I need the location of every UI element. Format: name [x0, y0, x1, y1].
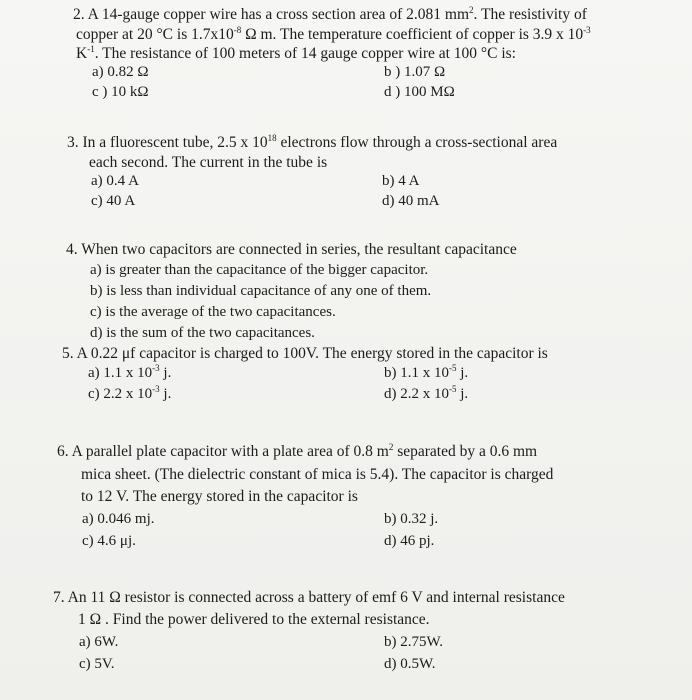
q3-option-d: d) 40 mA [382, 193, 440, 209]
q2-text-1: A 14-gauge copper wire has a cross section area of 2.081 mm [87, 6, 470, 23]
q4-text-1: When two capacitors are connected in series, the resultant capacitance [81, 241, 517, 258]
q2-line1 [73, 6, 587, 23]
q5-a-text: a) 1.1 x 10 [88, 365, 153, 381]
q5-line1 [62, 345, 548, 362]
q2-option-a: a) 0.82 Ω [92, 64, 149, 80]
q3-text-1: In a fluorescent tube, 2.5 x 10 [82, 134, 268, 151]
q5-option-d [384, 386, 468, 403]
q2-option-b: b ) 1.07 Ω [384, 64, 446, 80]
q5-c-tail: j. [159, 386, 172, 402]
q6-option-d: d) 46 pj. [384, 533, 435, 549]
q5-option-c [88, 386, 171, 403]
q6-line3: to 12 V. The energy stored in the capacitor is [81, 488, 358, 505]
q5-text-1: A 0.22 μf capacitor is charged to 100V. The energy stored in the capacitor is [76, 345, 548, 362]
q2-sup-1: 2 [469, 5, 474, 15]
q5-c-text: c) 2.2 x 10 [88, 386, 153, 402]
q7-option-b: b) 2.75W. [384, 634, 444, 650]
q7-text-1: An 11 Ω resistor is connected across a battery of emf 6 V and internal resistance [67, 589, 565, 606]
q5-number: 5. [62, 345, 74, 362]
q3-number: 3. [67, 134, 79, 151]
q5-c-sup: -3 [152, 384, 160, 394]
q7-line1 [53, 589, 565, 606]
q5-b-tail: j. [456, 365, 469, 381]
q5-b-sup: -5 [449, 363, 457, 373]
q3-sup-1: 18 [267, 133, 277, 143]
q2-option-d: d ) 100 MΩ [384, 84, 455, 100]
q4-option-d: d) is the sum of the two capacitances. [90, 325, 315, 341]
q3-line1 [67, 134, 557, 151]
q6-tail-1: separated by a 0.6 mm [393, 443, 538, 460]
q4-option-a: a) is greater than the capacitance of the bigger capacitor. [90, 262, 429, 278]
q2-number: 2. [73, 6, 85, 23]
q4-option-c: c) is the average of the two capacitances. [90, 304, 336, 320]
q4-line1 [66, 241, 517, 258]
q2-text-4: . The resistance of 100 meters of 14 gauge copper wire at 100 °C is: [94, 45, 516, 62]
q6-sup-1: 2 [388, 442, 394, 452]
q6-text-1: A parallel plate capacitor with a plate area of 0.8 m [71, 443, 389, 460]
q7-option-a: a) 6W. [79, 634, 119, 650]
q4-option-b: b) is less than individual capacitance of any one of them. [90, 283, 432, 299]
q7-number: 7. [53, 589, 65, 606]
q2-option-c: c ) 10 kΩ [92, 84, 149, 100]
q2-sup-4: -1 [87, 44, 95, 54]
q2-text-2: copper at 20 °C is 1.7x10 [76, 26, 234, 43]
q3-option-c: c) 40 A [91, 193, 136, 209]
q5-d-tail: j. [456, 386, 469, 402]
q2-sup-3: -3 [583, 25, 591, 35]
q5-option-b [384, 365, 468, 382]
q5-d-text: d) 2.2 x 10 [384, 386, 449, 402]
q6-line1 [57, 443, 537, 460]
q3-line2: each second. The current in the tube is [89, 154, 328, 171]
q6-option-b: b) 0.32 j. [384, 511, 439, 527]
q5-a-tail: j. [159, 365, 172, 381]
q2-tail-1: . The resistivity of [473, 6, 587, 23]
q5-d-sup: -5 [449, 384, 457, 394]
q3-option-b: b) 4 A [382, 173, 420, 189]
q6-number: 6. [57, 443, 69, 460]
q7-option-c: c) 5V. [79, 656, 115, 672]
q2-text-3: K [76, 45, 88, 62]
q6-option-a: a) 0.046 mj. [82, 511, 155, 527]
q2-line3 [76, 45, 516, 62]
q2-line2 [76, 26, 591, 43]
q2-tail-2: Ω m. The temperature coefficient of copper is 3.9 x 10 [241, 26, 584, 43]
q4-number: 4. [66, 241, 78, 258]
q5-b-text: b) 1.1 x 10 [384, 365, 449, 381]
q7-option-d: d) 0.5W. [384, 656, 436, 672]
q3-option-a: a) 0.4 A [91, 173, 139, 189]
q6-line2: mica sheet. (The dielectric constant of mica is 5.4). The capacitor is charged [81, 466, 554, 483]
q6-option-c: c) 4.6 μj. [82, 533, 136, 549]
q5-a-sup: -3 [152, 363, 160, 373]
q5-option-a [88, 365, 171, 382]
q3-tail-1: electrons flow through a cross-sectional area [276, 134, 558, 151]
q7-line2: 1 Ω . Find the power delivered to the external resistance. [78, 611, 430, 628]
q2-sup-2: -8 [233, 25, 242, 35]
